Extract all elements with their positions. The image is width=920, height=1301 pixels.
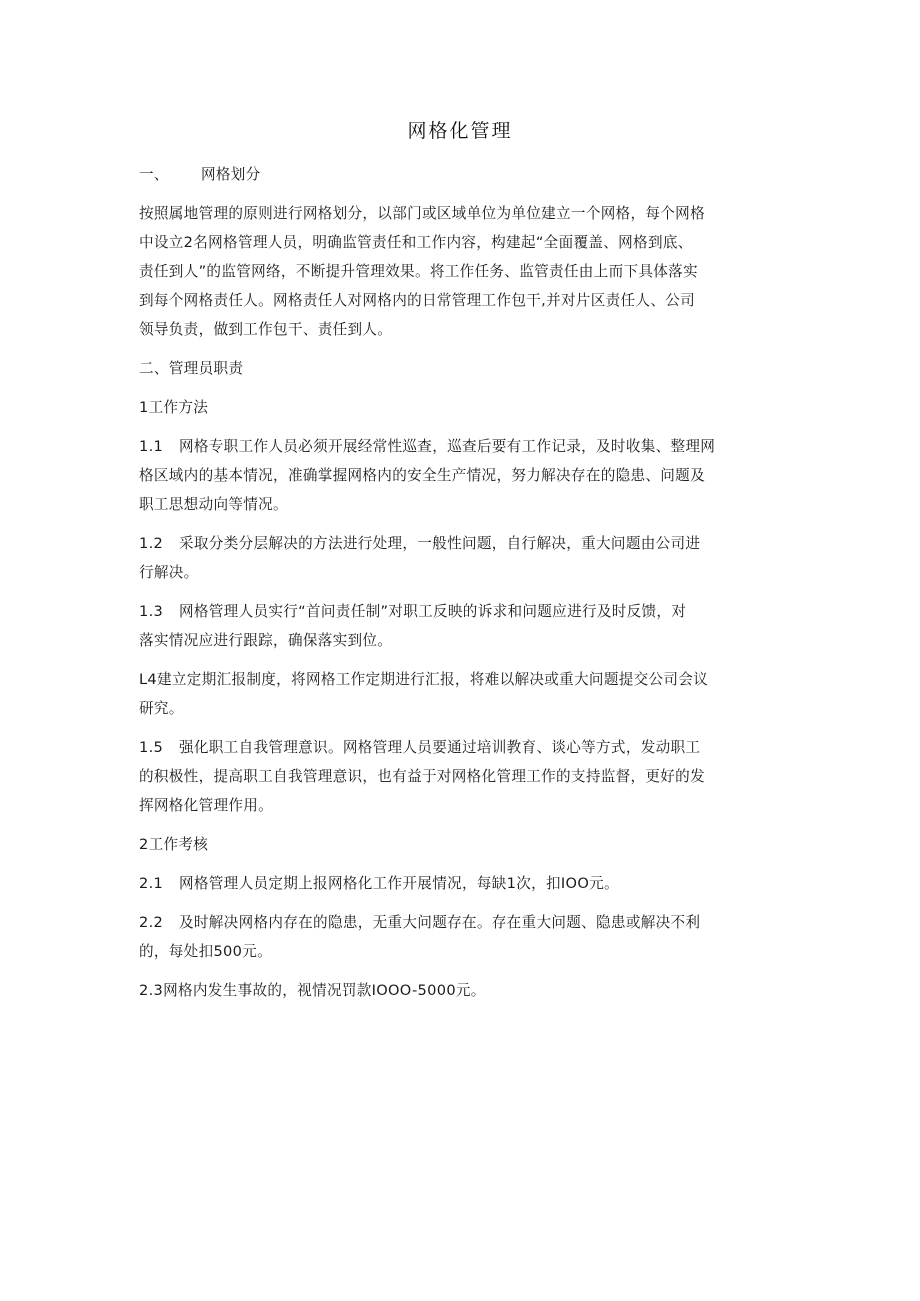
subsection-heading-work-method: 1工作方法 (139, 399, 209, 416)
item-number: 2.1 (139, 875, 164, 892)
item-text: 行解决。 (139, 564, 199, 581)
list-item (139, 529, 791, 587)
item-number: 1.5 (139, 739, 164, 756)
item-text: 网格内发生事故的，视情况罚款IOOO-5000元。 (163, 982, 486, 999)
paragraph-line: 中设立2名网格管理人员，明确监管责任和工作内容，构建起“全面覆盖、网格到底、 (139, 234, 693, 251)
item-text: 强化职工自我管理意识。网格管理人员要通过培训教育、谈心等方式，发动职工 (179, 739, 701, 756)
list-item (139, 597, 791, 655)
item-text: 及时解决网格内存在的隐患，无重大问题存在。存在重大问题、隐患或解决不利 (179, 914, 701, 931)
item-text: 格区域内的基本情况，准确掌握网格内的安全生产情况，努力解决存在的隐患、问题及 (139, 467, 705, 484)
item-text: 挥网格化管理作用。 (139, 797, 274, 814)
item-number: 1.2 (139, 535, 164, 552)
list-item (139, 908, 791, 966)
document-title: 网格化管理 (407, 120, 513, 142)
section-number: 一、 (139, 166, 169, 183)
item-text: 的，每处扣500元。 (139, 943, 273, 960)
list-item (139, 869, 791, 898)
item-number: 1.3 (139, 603, 164, 620)
item-text: 职工思想动向等情况。 (139, 496, 288, 513)
item-text: 网格管理人员实行“首问责任制”对职工反映的诉求和问题应进行及时反馈，对 (179, 603, 687, 620)
item-text: 网格专职工作人员必须开展经常性巡查，巡查后要有工作记录，及时收集、整理网 (179, 438, 716, 455)
paragraph-grid-division (139, 199, 791, 344)
item-number: 2.3 (139, 982, 164, 999)
list-item (139, 733, 791, 820)
item-text: 的积极性，提高职工自我管理意识，也有益于对网格化管理工作的支持监督，更好的发 (139, 768, 705, 785)
list-item (139, 432, 791, 519)
document-body (139, 160, 791, 1015)
item-text: 研究。 (139, 700, 184, 717)
paragraph-line: 到每个网格责任人。网格责任人对网格内的日常管理工作包干,并对片区责任人、公司 (139, 292, 696, 309)
item-number: L4 (139, 671, 158, 688)
paragraph-line: 领导负责，做到工作包干、责任到人。 (139, 321, 393, 338)
paragraph-line: 按照属地管理的原则进行网格划分，以部门或区域单位为单位建立一个网格，每个网格 (139, 205, 705, 222)
subsection-heading-assessment: 2工作考核 (139, 836, 209, 853)
item-number: 2.2 (139, 914, 164, 931)
paragraph-line: 责任到人”的监管网络，不断提升管理效果。将工作任务、监管责任由上而下具体落实 (139, 263, 698, 280)
list-item (139, 976, 791, 1005)
section-heading-2: 二、管理员职责 (139, 360, 244, 377)
section-heading-text: 网格划分 (201, 166, 261, 183)
item-text: 落实情况应进行跟踪，确保落实到位。 (139, 632, 393, 649)
item-text: 建立定期汇报制度，将网格工作定期进行汇报，将难以解决或重大问题提交公司会议 (157, 671, 709, 688)
list-item (139, 665, 791, 723)
item-text: 网格管理人员定期上报网格化工作开展情况，每缺1次，扣IOO元。 (179, 875, 619, 892)
item-text: 采取分类分层解决的方法进行处理，一般性问题，自行解决，重大问题由公司进 (179, 535, 701, 552)
item-number: 1.1 (139, 438, 164, 455)
section-heading-1 (139, 160, 791, 189)
